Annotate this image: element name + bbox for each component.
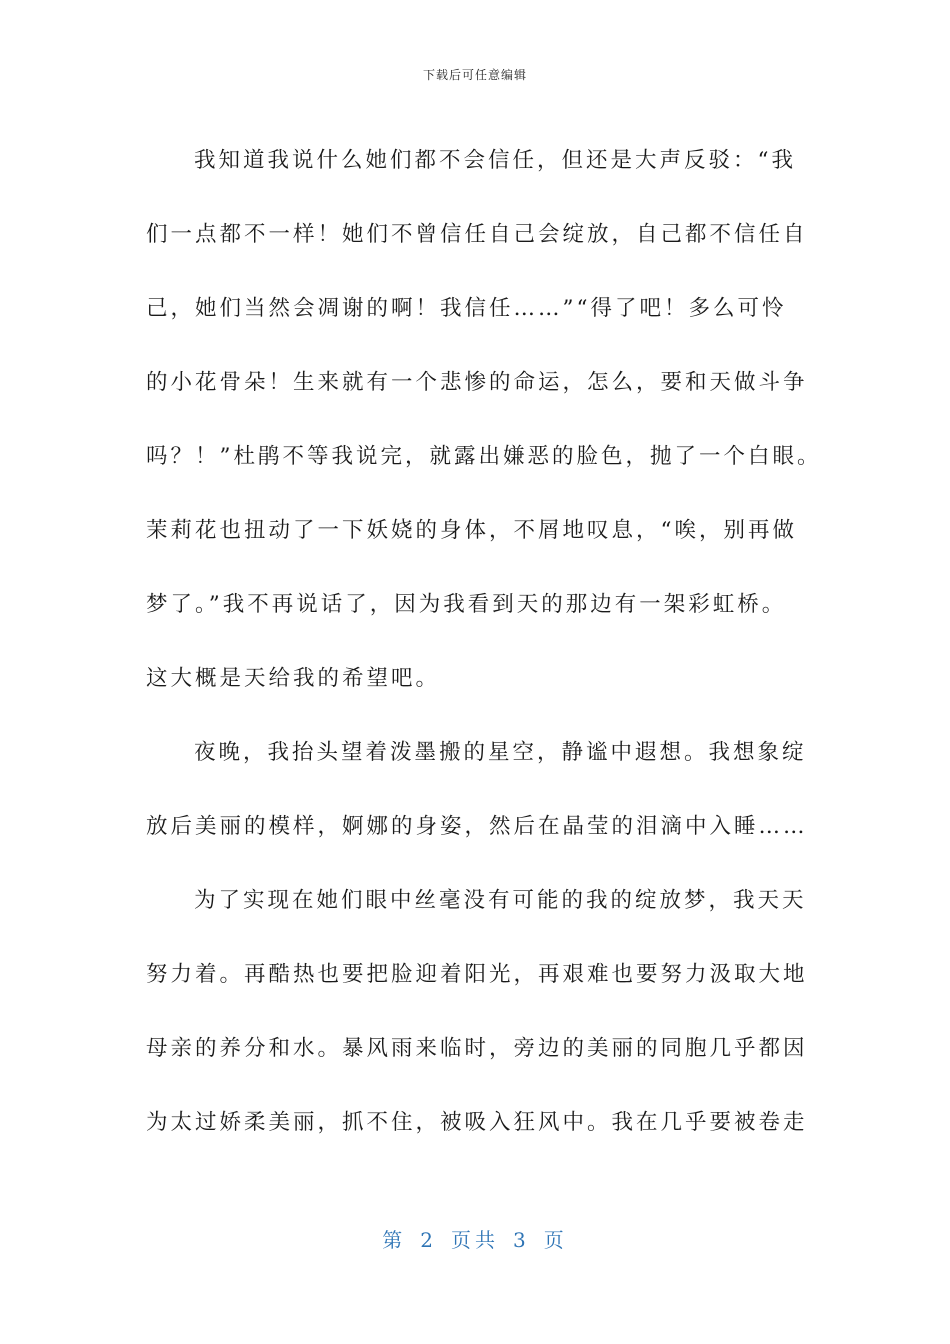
page-header: 下载后可任意编辑 — [422, 68, 527, 82]
text-line: 吗？！”杜鹃不等我说完，就露出嫌恶的脸色，抛了一个白眼。 — [146, 444, 822, 469]
text-line: 的小花骨朵！生来就有一个悲惨的命运，怎么，要和天做斗争 — [146, 370, 808, 395]
current-page-number: 2 — [420, 1228, 437, 1252]
text-line: 努力着。再酷热也要把脸迎着阳光，再艰难也要努力汲取大地 — [146, 962, 808, 987]
text-line: 夜晚，我抬头望着泼墨搬的星空，静谧中遐想。我想象绽 — [194, 740, 807, 765]
footer-prefix: 第 — [382, 1228, 407, 1252]
text-line: 放后美丽的模样，婀娜的身姿，然后在晶莹的泪滴中入睡…… — [146, 814, 808, 839]
text-line: 为太过娇柔美丽，抓不住，被吸入狂风中。我在几乎要被卷走 — [146, 1110, 808, 1135]
text-line: 为了实现在她们眼中丝毫没有可能的我的绽放梦，我天天 — [194, 888, 807, 913]
text-line: 们一点都不一样！她们不曾信任自己会绽放，自己都不信任自 — [146, 222, 808, 247]
footer-suffix: 页 — [543, 1228, 568, 1252]
text-line: 茉莉花也扭动了一下妖娆的身体，不屑地叹息，“唉，别再做 — [146, 518, 797, 543]
text-line: 这大概是天给我的希望吧。 — [146, 666, 441, 691]
text-line: 母亲的养分和水。暴风雨来临时，旁边的美丽的同胞几乎都因 — [146, 1036, 808, 1061]
page-footer — [0, 1224, 950, 1253]
text-line: 我知道我说什么她们都不会信任，但还是大声反驳：“我 — [194, 148, 796, 173]
footer-middle: 页共 — [451, 1228, 499, 1252]
total-pages-number: 3 — [513, 1228, 530, 1252]
text-line: 梦了。”我不再说话了，因为我看到天的那边有一架彩虹桥。 — [146, 592, 787, 617]
text-line: 己，她们当然会凋谢的啊！我信任……”“得了吧！多么可怜 — [146, 296, 787, 321]
document-body — [146, 124, 822, 1160]
